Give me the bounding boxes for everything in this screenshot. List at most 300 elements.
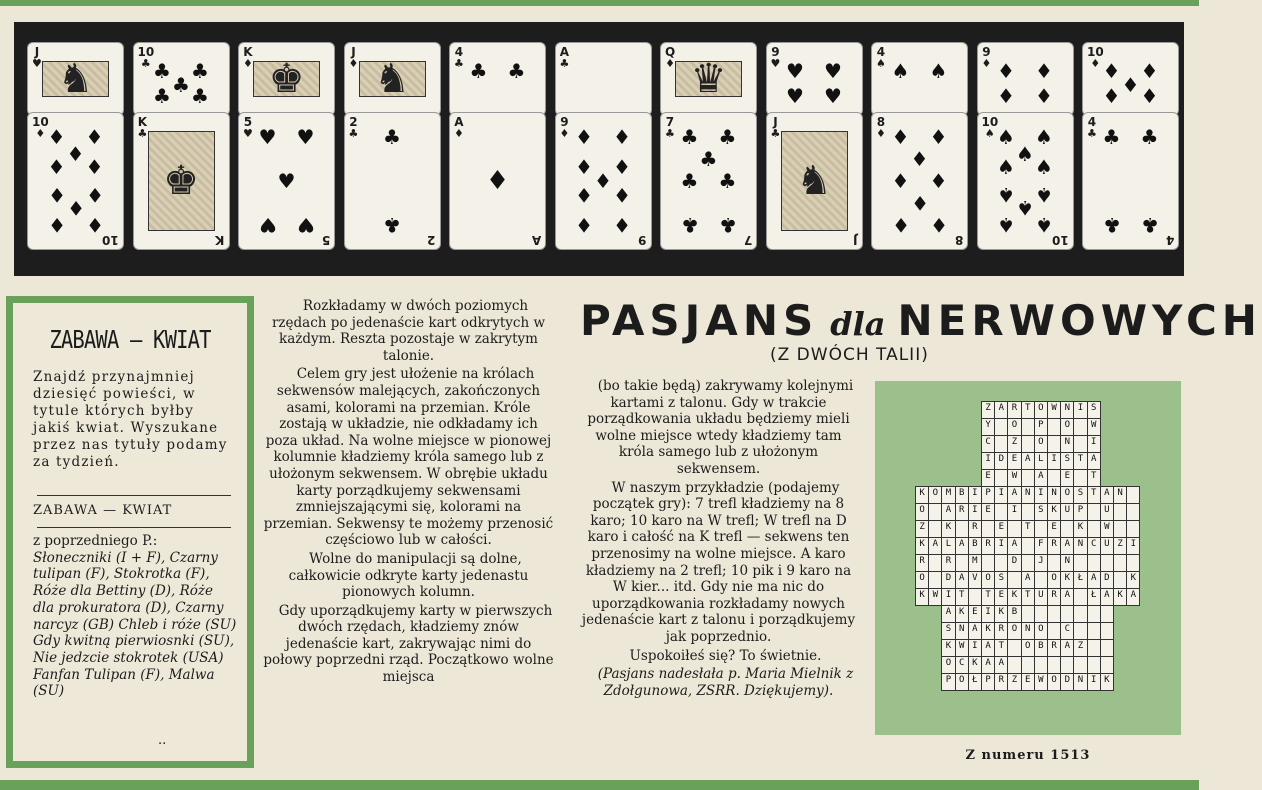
crossword-cell: I (1126, 537, 1140, 555)
crossword-cell: A (994, 656, 1008, 674)
suit-icon: ♣ (191, 58, 209, 83)
crossword-cell: I (1087, 435, 1101, 453)
answer-title: Róże dla Bettiny (D), (33, 583, 176, 600)
crossword-cell: B (968, 537, 982, 555)
crossword-cell: O (1047, 571, 1061, 589)
crossword-cell: N (1021, 486, 1035, 504)
crossword-cell: O (1034, 401, 1048, 419)
crossword-cell (1087, 520, 1101, 538)
crossword-cell (1113, 520, 1127, 538)
crossword-cell (1126, 520, 1140, 538)
crossword-cell: K (955, 605, 969, 623)
crossword-cell (1007, 639, 1021, 657)
crossword-cell: W (1087, 418, 1101, 436)
crossword-cell: I (968, 503, 982, 521)
crossword-cell (1060, 605, 1074, 623)
crossword-cell (1087, 622, 1101, 640)
suit-icon: ♠ (1035, 182, 1053, 207)
crossword-cell: O (1060, 418, 1074, 436)
card-rank: 9 (982, 45, 991, 59)
crossword-cell: K (1007, 588, 1021, 606)
card-corner: 8 (954, 233, 963, 247)
crossword-cell: D (1007, 554, 1021, 572)
crossword-cell: Ł (1073, 571, 1087, 589)
suit-icon: ♥ (786, 58, 804, 83)
suit-icon: ♠ (1035, 212, 1053, 237)
suit-icon: ♠ (929, 58, 948, 83)
crossword-cell: Z (915, 520, 929, 538)
crossword-cell: D (1100, 571, 1114, 589)
crossword-cell: P (1073, 503, 1087, 521)
suit-icon: ♦ (1121, 72, 1140, 97)
crossword-cell: N (1060, 554, 1074, 572)
flower-game-box (6, 296, 254, 768)
card-corner: 4 (1165, 233, 1174, 247)
crossword-cell: W (1100, 520, 1114, 538)
crossword-cell: Ł (1087, 588, 1101, 606)
crossword-cell (928, 554, 942, 572)
crossword-cell: N (955, 622, 969, 640)
crossword-cell (928, 571, 942, 589)
suit-icon: ♠ (997, 212, 1015, 237)
suit-icon: ♣ (137, 127, 148, 140)
crossword-cell: I (981, 452, 995, 470)
card-corner (32, 116, 49, 140)
crossword-cell (1007, 571, 1021, 589)
crossword-cell (1073, 469, 1087, 487)
crossword-cell: S (941, 622, 955, 640)
suit-icon: ♦ (891, 212, 910, 237)
crossword-cell: M (968, 554, 982, 572)
crossword-cell: E (981, 503, 995, 521)
crossword-cell (1073, 554, 1087, 572)
card-corner: 10 (1051, 233, 1069, 247)
card-corner (349, 116, 359, 140)
crossword-cell (1087, 656, 1101, 674)
crossword-cell: R (955, 503, 969, 521)
crossword-cell: O (981, 571, 995, 589)
card-corner: A (531, 233, 541, 247)
card-corner (982, 116, 999, 140)
suit-icon: ♦ (594, 169, 612, 193)
court-figure-icon: ♛ (690, 56, 727, 102)
crossword-cell (1060, 656, 1074, 674)
dots: .. (158, 733, 167, 748)
playing-card (977, 42, 1074, 116)
crossword-cell (1007, 520, 1021, 538)
crossword-cell (1087, 554, 1101, 572)
suit-icon: ♦ (613, 125, 631, 150)
playing-card (27, 112, 124, 250)
paragraph: Gdy uporządkujemy karty w pierwszych dwóch rzędach, kładziemy znów jedenaście kart, zakrywając nimi do połowy poprzedni rząd. Początkowo wolne miejsca (263, 602, 554, 686)
crossword-cell: K (915, 588, 929, 606)
crossword-cell (1126, 486, 1140, 504)
court-figure-icon: ♞ (57, 56, 94, 102)
suit-icon: ♦ (665, 57, 676, 70)
card-corner: 2 (427, 233, 436, 247)
card-corner: 7 (743, 233, 752, 247)
crossword-cell: O (1007, 622, 1021, 640)
suit-icon: ♠ (997, 182, 1015, 207)
crossword-cell: K (1047, 503, 1061, 521)
suit-icon: ♣ (770, 127, 781, 140)
crossword-cell (1126, 503, 1140, 521)
suit-icon: ♦ (891, 169, 910, 193)
crossword-cell (1100, 639, 1114, 657)
crossword-cell: E (994, 520, 1008, 538)
suit-icon: ♥ (786, 84, 804, 109)
crossword-cell: W (1034, 673, 1048, 691)
suit-icon: ♠ (1016, 141, 1034, 166)
suit-icon: ♥ (296, 125, 315, 150)
suit-icon: ♥ (824, 58, 842, 83)
card-rank: J (773, 115, 778, 129)
crossword-cell: A (981, 639, 995, 657)
court-figure-icon: ♞ (796, 158, 832, 204)
suit-icon: ♦ (485, 166, 510, 196)
suit-icon: ♦ (243, 57, 253, 70)
suit-icon: ♥ (258, 125, 277, 150)
crossword-cell: O (915, 571, 929, 589)
suit-icon: ♦ (613, 182, 631, 207)
crossword-cell: A (1034, 469, 1048, 487)
crossword-cell: T (994, 639, 1008, 657)
crossword-cell (1047, 435, 1061, 453)
suit-icon: ♣ (153, 84, 171, 109)
playing-card (238, 42, 335, 116)
card-corner (665, 116, 675, 140)
flower-game-intro: Znajdź przynajmniej dziesięć powieści, w tytule których byłby jakiś kwiat. Wyszukane przez nas tytuły podamy za tydzień. (33, 369, 228, 470)
crossword-cell: O (1060, 486, 1074, 504)
court-figure (253, 56, 320, 102)
card-corner (560, 46, 570, 70)
crossword-cell (1100, 622, 1114, 640)
crossword-cell: D (1060, 673, 1074, 691)
suit-icon: ♥ (824, 84, 842, 109)
crossword-cell: A (1021, 452, 1035, 470)
article-subtitle: (Z DWÓCH TALII) (770, 345, 929, 365)
crossword-cell: R (994, 622, 1008, 640)
crossword-cell: O (1047, 673, 1061, 691)
suit-icon: ♣ (1140, 125, 1159, 150)
suit-icon: ♦ (929, 125, 948, 150)
title-part-1: PASJANS (580, 296, 819, 345)
answer-title: Słoneczniki (I + F), (33, 549, 166, 566)
crossword-cell: N (1060, 401, 1074, 419)
answer-title: Chleb i róże (SU) (114, 616, 237, 633)
suit-icon: ♣ (718, 125, 737, 150)
suit-icon: ♦ (1102, 84, 1121, 109)
crossword-cell (928, 503, 942, 521)
suit-icon: ♦ (575, 125, 593, 150)
playing-card (555, 42, 652, 116)
card-corner: 10 (102, 233, 119, 247)
crossword-cell: B (955, 486, 969, 504)
crossword-cell: A (1007, 486, 1021, 504)
card-corner: J (853, 233, 858, 247)
crossword-cell: A (941, 503, 955, 521)
suit-icon: ♣ (1087, 127, 1097, 140)
crossword-cell: P (981, 486, 995, 504)
crossword-cell: W (1047, 401, 1061, 419)
crossword-cell (1047, 554, 1061, 572)
suit-icon: ♣ (172, 72, 190, 97)
crossword-cell: P (1034, 418, 1048, 436)
suit-icon: ♥ (277, 169, 296, 193)
card-rank: 4 (876, 45, 886, 59)
crossword-cell: R (1047, 537, 1061, 555)
answer-title: Czarny tulipan (F), (33, 549, 218, 583)
playing-card (133, 42, 230, 116)
card-rank: 10 (32, 115, 49, 129)
crossword-cell (968, 588, 982, 606)
crossword-cell: C (1060, 622, 1074, 640)
crossword-cell: U (1034, 588, 1048, 606)
suit-icon: ♣ (680, 169, 699, 193)
crossword-cell (1007, 656, 1021, 674)
crossword-cell (1073, 605, 1087, 623)
crossword-cell (1047, 622, 1061, 640)
card-corner: 5 (321, 233, 330, 247)
card-corner (876, 116, 886, 140)
crossword-cell: O (1034, 622, 1048, 640)
suit-icon: ♦ (1102, 58, 1121, 83)
crossword-cell: A (968, 622, 982, 640)
suit-icon: ♠ (891, 58, 910, 83)
answer-title: Czarny narcyz (GB) (33, 599, 224, 633)
card-rank: A (559, 45, 570, 59)
crossword-cell (1073, 656, 1087, 674)
crossword-cell (1073, 418, 1087, 436)
crossword-cell: F (1034, 537, 1048, 555)
playing-card (660, 112, 757, 250)
crossword-cell: E (1021, 673, 1035, 691)
answer-title: Stokrotka (F), (109, 566, 210, 583)
crossword-cell (1034, 605, 1048, 623)
card-corner (243, 46, 253, 70)
crossword-cell: O (928, 486, 942, 504)
answer-title: Gdy kwitną pierwiosnki (SU), (33, 633, 235, 650)
crossword-cell (1021, 537, 1035, 555)
suit-icon: ♣ (469, 58, 488, 83)
crossword-cell: A (1060, 639, 1074, 657)
suit-icon: ♠ (1035, 125, 1053, 150)
suit-icon: ♠ (1016, 196, 1034, 221)
crossword-cell: K (941, 639, 955, 657)
court-figure (675, 56, 742, 102)
crossword-cell: W (1007, 469, 1021, 487)
card-corner (454, 116, 464, 140)
card-rank: K (243, 45, 253, 59)
card-rank: 8 (876, 115, 886, 129)
answers-lead: z poprzedniego P.: (33, 533, 158, 549)
crossword-cell: K (1100, 673, 1114, 691)
suit-icon: ♣ (1102, 212, 1121, 237)
crossword-cell (1073, 622, 1087, 640)
crossword-cell: S (1034, 503, 1048, 521)
crossword-cell: A (1060, 537, 1074, 555)
crossword-cell (994, 503, 1008, 521)
answer-title: Nie jedzcie stokrotek (USA) (33, 649, 224, 666)
paragraph: Wolne do manipulacji są dolne, całkowicie odkryte karty jedenastu pionowych kolumn. (288, 550, 529, 601)
crossword-cell (955, 554, 969, 572)
suit-icon: ♣ (153, 58, 171, 83)
crossword-cell: S (994, 571, 1008, 589)
crossword-cell (1034, 571, 1048, 589)
card-corner (349, 46, 359, 70)
bottom-green-strip (0, 780, 1199, 790)
crossword-cell (1047, 605, 1061, 623)
crossword-cell: W (928, 588, 942, 606)
crossword-cell (1113, 571, 1127, 589)
crossword-cell (1073, 588, 1087, 606)
crossword-cell (1060, 520, 1074, 538)
article-column-1 (262, 298, 555, 688)
card-corner (1087, 116, 1097, 140)
suit-icon: ♦ (66, 196, 85, 221)
crossword-cell: Z (1007, 435, 1021, 453)
card-corner (138, 116, 148, 140)
card-rank: A (454, 115, 464, 129)
crossword-cell: Y (981, 418, 995, 436)
card-corner (982, 46, 992, 70)
crossword-cell (1047, 656, 1061, 674)
crossword-cell: T (1087, 469, 1101, 487)
crossword-cell: C (955, 656, 969, 674)
crossword-cell (1021, 435, 1035, 453)
crossword-cell: E (981, 469, 995, 487)
suit-icon: ♦ (559, 127, 570, 140)
crossword-cell: A (1100, 486, 1114, 504)
crossword-cell: E (968, 605, 982, 623)
suit-icon: ♠ (997, 125, 1015, 150)
playing-card (449, 42, 546, 116)
crossword-cell: K (1126, 571, 1140, 589)
paragraph: W naszym przykładzie (podajemy początek gry): 7 trefl kładziemy na 8 karo; 10 karo na W trefl; W trefl na D karo i całość na K trefl — sekwens ten przenosimy na wolne miejsce. A karo kładziemy na 2 trefl; 10 pik i 9 karo na W kier... itd. Gdy nie ma nic do uporządkowania rozkładamy nowych jedenaście kart z talonu i porządkujemy jak poprzednio. (581, 479, 856, 645)
court-figure (359, 56, 426, 102)
suit-icon: ♦ (910, 190, 929, 215)
court-figure-icon: ♞ (374, 56, 410, 102)
crossword-cell: A (955, 571, 969, 589)
suit-icon: ♦ (85, 125, 104, 150)
crossword-cell: I (968, 486, 982, 504)
crossword-cell (1021, 418, 1035, 436)
suit-icon: ♣ (383, 125, 401, 150)
crossword-cell: K (981, 622, 995, 640)
suit-icon: ♦ (47, 212, 66, 237)
crossword-cell (1113, 503, 1127, 521)
suit-icon: ♣ (507, 58, 526, 83)
answer-title: Róże dla prokuratora (D), (33, 583, 214, 616)
card-rank: 10 (1087, 45, 1104, 59)
suit-icon: ♥ (32, 57, 42, 70)
suit-icon: ♣ (1140, 212, 1159, 237)
crossword-cell: A (1087, 452, 1101, 470)
crossword-cell: O (1034, 435, 1048, 453)
card-corner (454, 46, 464, 70)
crossword-cell: R (994, 673, 1008, 691)
crossword-cell: E (1007, 452, 1021, 470)
crossword-cell: I (968, 639, 982, 657)
card-corner (1087, 46, 1104, 70)
crossword-cell: O (1007, 418, 1021, 436)
suit-icon: ♣ (680, 125, 699, 150)
flower-game-title: ZABAWA — KWIAT (49, 325, 211, 354)
suit-icon: ♥ (258, 212, 277, 237)
suit-icon: ♦ (575, 182, 593, 207)
crossword-cell: U (1100, 503, 1114, 521)
crossword-solution (875, 381, 1181, 735)
playing-card (977, 112, 1074, 250)
crossword-cell (1073, 435, 1087, 453)
suit-icon: ♥ (243, 127, 253, 140)
crossword-cell (994, 418, 1008, 436)
card-rank: 5 (243, 115, 253, 129)
paragraph: (bo takie będą) zakrywamy kolejnymi kartami z talonu. Gdy w trakcie porządkowania układu będziemy mieli wolne miejsce wtedy kładziemy tam króla samego lub z ułożonym sekwensem. (587, 378, 854, 477)
card-corner (138, 46, 155, 70)
suit-icon: ♣ (140, 57, 151, 70)
paragraph: Celem gry jest ułożenie na królach sekwensów malejących, zakończonych asami, kolorami na przemian. Króle zostają w układzie, nie odkładamy ich poza układ. Na wolne miejsce w pionowej kolumnie kładziemy króla samego lub z ułożonym sekwensem. W obrębie układu karty porządkujemy sekwensami zmniejszającymi się, kolorami na przemian. Sekwensy te możemy przenosić częściowo lub w całości. (263, 366, 554, 549)
crossword-cell: R (915, 554, 929, 572)
crossword-cell: P (981, 673, 995, 691)
crossword-cell: Ł (968, 673, 982, 691)
crossword-cell: O (955, 673, 969, 691)
card-corner (771, 116, 781, 140)
playing-card (555, 112, 652, 250)
crossword-cell (1113, 554, 1127, 572)
credit: (Pasjans nadesłała p. Maria Mielnik z Zdołgunowa, ZSRR. Dziękujemy). (597, 666, 854, 699)
card-rank: 2 (349, 115, 358, 129)
suit-icon: ♦ (35, 127, 46, 140)
crossword-cell: N (1073, 673, 1087, 691)
crossword-cell: A (1021, 571, 1035, 589)
crossword-cell: A (1126, 588, 1140, 606)
crossword-cell (1021, 554, 1035, 572)
crossword-cell: I (981, 605, 995, 623)
crossword-cell: K (915, 537, 929, 555)
crossword-cell (1047, 418, 1061, 436)
suit-icon: ♣ (680, 212, 699, 237)
crossword-cell: I (994, 537, 1008, 555)
suit-icon: ♥ (296, 212, 315, 237)
suit-icon: ♣ (1102, 125, 1121, 150)
crossword-cell: K (1113, 588, 1127, 606)
paragraph: Rozkładamy w dwóch poziomych rzędach po jedenaście kart odkrytych w każdym. Reszta pozostaje w zakrytym talonie. (271, 298, 546, 364)
suit-icon: ♦ (997, 84, 1015, 109)
crossword-cell: N (1113, 486, 1127, 504)
suit-icon: ♦ (454, 127, 464, 140)
crossword-cell: R (941, 554, 955, 572)
crossword-cell (1100, 554, 1114, 572)
crossword-cell: R (1047, 588, 1061, 606)
crossword-cell: K (941, 520, 955, 538)
article-column-2 (580, 378, 857, 701)
crossword-cell: O (1021, 639, 1035, 657)
suit-icon: ♦ (891, 125, 910, 150)
crossword-cell: J (1034, 554, 1048, 572)
crossword-cell (1021, 469, 1035, 487)
card-corner (665, 46, 675, 70)
crossword-cell (1087, 605, 1101, 623)
crossword-cell: R (1047, 639, 1061, 657)
crossword-cell: Z (981, 401, 995, 419)
playing-card (238, 112, 335, 250)
crossword-cell: D (941, 571, 955, 589)
suit-icon: ♦ (981, 57, 992, 70)
card-rank: J (351, 45, 356, 59)
crossword-cell: K (1073, 520, 1087, 538)
court-figure (781, 131, 848, 231)
